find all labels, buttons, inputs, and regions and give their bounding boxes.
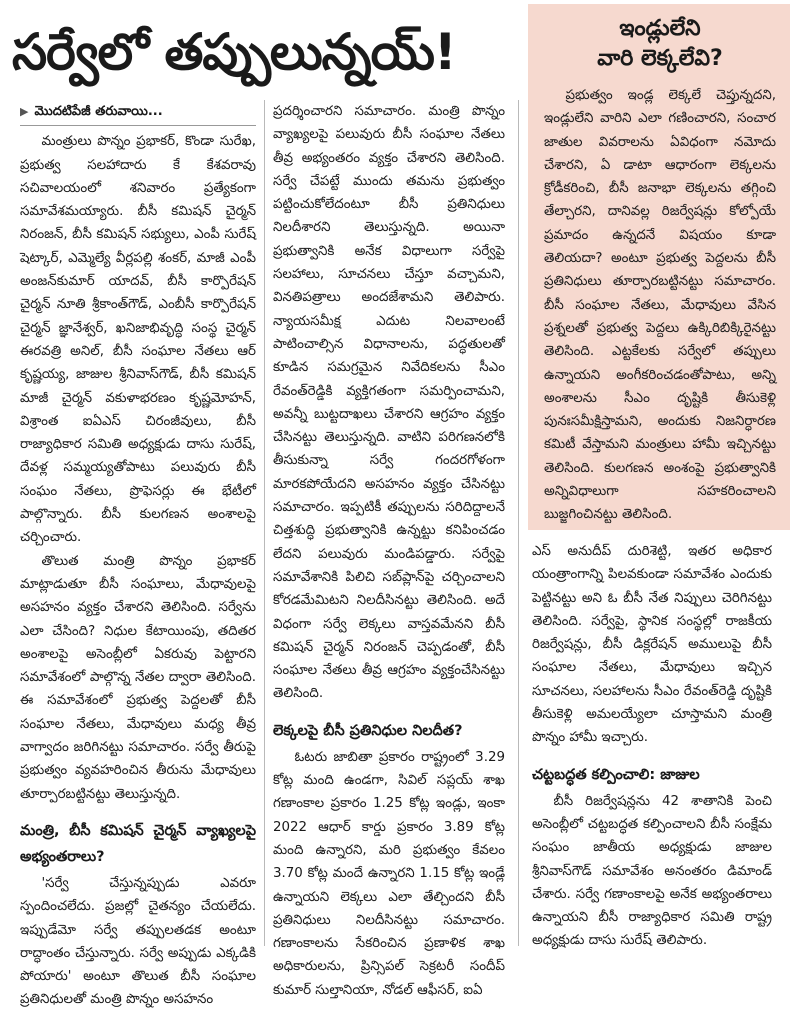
column-divider	[518, 100, 519, 946]
headline: సర్వేలో తప్పులున్నయ్!	[12, 23, 456, 81]
article-column-1	[20, 100, 256, 1008]
paragraph: ఓటరు జాబితా ప్రకారం రాష్ట్రంలో 3.29 కోట్ల మంది ఉండగా, సివిల్ సప్లయ్ శాఖ గణాంకాల ప్రకారం 1.25 కోట్ల ఇండ్లు, ఇంకా 2022 ఆధార్ కార్డు ప్రకారం 3.89 కోట్ల మంది ఉన్నారని, మరి ప్రభుత్వం కేవలం 3.70 కోట్ల మందే ఉన్నారని 1.15 కోట్ల ఇండ్లే ఉన్నాయని లెక్కలు ఎలా తేల్చిందని బీసీ ప్రతినిధులు నిలదీసినట్టు సమాచారం. గణాంకాలను సేకరించిన ప్రణాళిక శాఖ అధికారులను, ప్రిన్సిపల్ సెక్రటరీ సందీప్ కుమార్ సుల్తానియా, నోడల్ ఆఫీసర్, ఐఏ	[273, 749, 505, 998]
box-body	[544, 84, 776, 527]
sidebar-box	[528, 4, 790, 530]
article-column-3	[532, 540, 772, 949]
paragraph: 'సర్వే చేస్తున్నప్పుడు ఎవరూ స్పందించలేదు. ప్రజల్లో చైతన్యం చేయలేదు. ఇప్పుడేమో సర్వే తప్పులతడక అంటూ రాద్ధాంతం చేస్తున్నారు. సర్వే అప్పుడు ఎక్కడికి పోయారు' అంటూ తొలుత బీసీ సంఘాల ప్రతినిధులతో మంత్రి పొన్నం అసహనం	[20, 875, 256, 1008]
triangle-right-icon: ▶	[20, 105, 29, 118]
box-title-line: వారి లెక్కలేవి?	[597, 46, 723, 71]
subheading: లెక్కలపై బీసీ ప్రతినిధుల నిలదీత?	[273, 722, 463, 739]
kicker-label: మొదటిపేజీ తరువాయి...	[34, 104, 163, 119]
box-title-line: ఇండ్లులేని	[619, 16, 701, 41]
article-column-2	[273, 100, 505, 998]
subheading: మంత్రి, బీసీ కమిషన్ చైర్మన్ వ్యాఖ్యలపై అభ్యంతరాలు?	[20, 822, 256, 865]
paragraph: ప్రభుత్వం ఇండ్ల లెక్కలే చెప్తున్నదని, ఇండ్లులేని వారిని ఎలా గణించారని, సంచార జాతుల వివరాలను ఏవిధంగా నమోదు చేశారని, ఏ డాటా ఆధారంగా లెక్కలను క్రోడీకరించి, బీసీ జనాభా లెక్కలను తగ్గించి తేల్చారని, దానివల్ల రిజర్వేషన్లు కోల్పోయే ప్రమాదం ఉన్నదనే విషయం కూడా తెలియదా? అంటూ ప్రభుత్వ పెద్దలను బీసీ ప్రతినిధులు తూర్పారబట్టినట్టు సమాచారం. బీసీ సంఘాల నేతలు, మేధావులు వేసిన ప్రశ్నలతో ప్రభుత్వ పెద్దలు ఉక్కిరిబిక్కిరైనట్టు తెలిసింది. ఎట్టకేలకు సర్వేలో తప్పులు ఉన్నాయని అంగీకరించడంతోపాటు, అన్ని అంశాలను సీఎం దృష్టికి తీసుకెళ్లి పునఃసమీక్షిస్తామని, అందుకు నిజనిర్ధారణ కమిటీ వేస్తామని మంత్రులు హామీ ఇచ్చినట్టు తెలిసింది. కులగణన అంశంపై ప్రభుత్వానికి అన్నివిధాలుగా సహకరించాలని బుజ్జగించినట్టు తెలిసింది.	[544, 88, 776, 523]
paragraph: తొలుత మంత్రి పొన్నం ప్రభాకర్ మాట్లాడుతూ బీసీ సంఘాలు, మేధావులపై అసహనం వ్యక్తం చేశారని తెలిసింది. సర్వేను ఎలా చేసింది? నిధుల కేటాయింపు, తదితర అంశాలపై అసెంబ్లీలో ఏకరువు పెట్టారని సమావేశంలో పాల్గొన్న నేతల ద్వారా తెలిసింది. ఈ సమావేశంలో ప్రభుత్వ పెద్దలతో బీసీ సంఘాల నేతలు, మేధావులు మధ్య తీవ్ర వాగ్వాదం జరిగినట్టు సమాచారం. సర్వే తీరుపై ప్రభుత్వం వ్యవహరించిన తీరును మేధావులు తూర్పారబట్టినట్టు తెలుస్తున్నది.	[20, 553, 256, 802]
continuation-kicker	[20, 100, 256, 126]
paragraph: బీసీ రిజర్వేషన్లను 42 శాతానికి పెంచి అసెంబ్లీలో చట్టబద్ధత కల్పించాలని బీసీ సంక్షేమ సంఘం జాతీయ అధ్యక్షుడు జాజుల శ్రీనివాస్‌గౌడ్ సమావేశం అనంతరం డిమాండ్ చేశారు. సర్వే గణాంకాలపై అనేక అభ్యంతరాలు ఉన్నాయని బీసీ రాజ్యాధికార సమితి రాష్ట్ర అధ్యక్షుడు దాసు సురేష్ తెలిపారు.	[532, 793, 772, 949]
box-title	[544, 14, 776, 74]
paragraph: ప్రదర్శించారని సమాచారం. మంత్రి పొన్నం వ్యాఖ్యలపై పలువురు బీసీ సంఘాల నేతలు తీవ్ర అభ్యంతరం వ్యక్తం చేశారని తెలిసింది. సర్వే చేపట్టే ముందు తమను ప్రభుత్వం పట్టించుకోలేదంటూ బీసీ ప్రతినిధులు నిలదీశారని తెలుస్తున్నది. అయినా ప్రభుత్వానికి అనేక విధాలుగా సర్వేపై సలహాలు, సూచనలు చేస్తూ వచ్చామని, వినతిపత్రాలు అందజేశామని తెలిపారు. న్యాయసమీక్ష ఎదుట నిలవాలంటే పాటించాల్సిన విధానాలను, పద్ధతులతో కూడిన సమగ్రమైన నివేదికలను సీఎం రేవంత్‌రెడ్డికి వ్యక్తిగతంగా సమర్పించామని, అవన్నీ బుట్టదాఖలు చేశారని ఆగ్రహం వ్యక్తం చేసినట్టు తెలుస్తున్నది. వాటిని పరిగణనలోకి తీసుకున్నా సర్వే గందరగోళంగా మారకపోయేదని అసహనం వ్యక్తం చేసినట్టు సమాచారం. ఇప్పటికీ తప్పులను సరిదిద్దాలనే చిత్తశుద్ధి ప్రభుత్వానికి ఉన్నట్టు కనిపించడం లేదని పలువురు మండిపడ్డారు. సర్వేపై సమావేశానికి పిలిచి సబ్‌ప్లాన్‌పై చర్చించాలని కోరడమేమిటని నిలదీసినట్టు తెలిసింది. అదే విధంగా సర్వే లెక్కలు వాస్తవమేనని బీసీ కమిషన్ చైర్మన్ నిరంజన్ చెప్పడంతో, బీసీ సంఘాల నేతలు తీవ్ర ఆగ్రహం వ్యక్తంచేసినట్టు తెలిసింది.	[273, 104, 505, 702]
subheading: చట్టబద్ధత కల్పించాలి: జాజుల	[532, 766, 700, 783]
paragraph: ఎస్ అనుదీప్ దురిశెట్టి, ఇతర అధికార యంత్రాంగాన్ని పిలవకుండా సమావేశం ఎందుకు పెట్టినట్టు అని ఓ బీసీ నేత నిప్పులు చెరిగినట్టు తెలిసింది. సర్వేపై, స్థానిక సంస్థల్లో రాజకీయ రిజర్వేషన్లు, బీసీ డిక్లరేషన్ అములుపై బీసీ సంఘాల నేతలు, మేధావులు ఇచ్చిన సూచనలు, సలహాలను సీఎం రేవంత్‌రెడ్డి దృష్టికి తీసుకెళ్లి అమలయ్యేలా చూస్తామని మంత్రి పొన్నం హామీ ఇచ్చారు.	[532, 544, 772, 746]
paragraph: మంత్రులు పొన్నం ప్రభాకర్, కొండా సురేఖ, ప్రభుత్వ సలహాదారు కే కేశవరావు సచివాలయంలో శనివారం ప్రత్యేకంగా సమావేశమయ్యారు. బీసీ కమిషన్ చైర్మన్ నిరంజన్, బీసీ కమిషన్ సభ్యులు, ఎంపీ సురేష్ షెట్కార్, ఎమ్మెల్యే వీర్లపల్లి శంకర్, మాజీ ఎంపీ అంజన్‌కుమార్ యాదవ్, బీసీ కార్పొరేషన్ చైర్మన్ నూతి శ్రీకాంత్‌గౌడ్, ఎంబీసీ కార్పొరేషన్ చైర్మన్ జ్ఞానేశ్వర్, ఖనిజాభివృద్ధి సంస్థ చైర్మన్ ఈరవత్రి అనిల్, బీసీ సంఘాల నేతలు ఆర్ కృష్ణయ్య, జాజుల శ్రీనివాస్‌గౌడ్, బీసీ కమిషన్ మాజీ చైర్మన్ వకుళాభరణం కృష్ణమోహన్, విశ్రాంత ఐఏఎస్ చిరంజీవులు, బీసీ రాజ్యాధికార సమితి అధ్యక్షుడు దాసు సురేష్, దేవళ్ల సమ్మయ్యతోపాటు పలువురు బీసీ సంఘం నేతలు, ప్రొఫెసర్లు ఈ భేటీలో పాల్గొన్నారు. బీసీ కులగణన అంశాలపై చర్చించారు.	[20, 134, 256, 546]
column-divider	[264, 100, 265, 946]
